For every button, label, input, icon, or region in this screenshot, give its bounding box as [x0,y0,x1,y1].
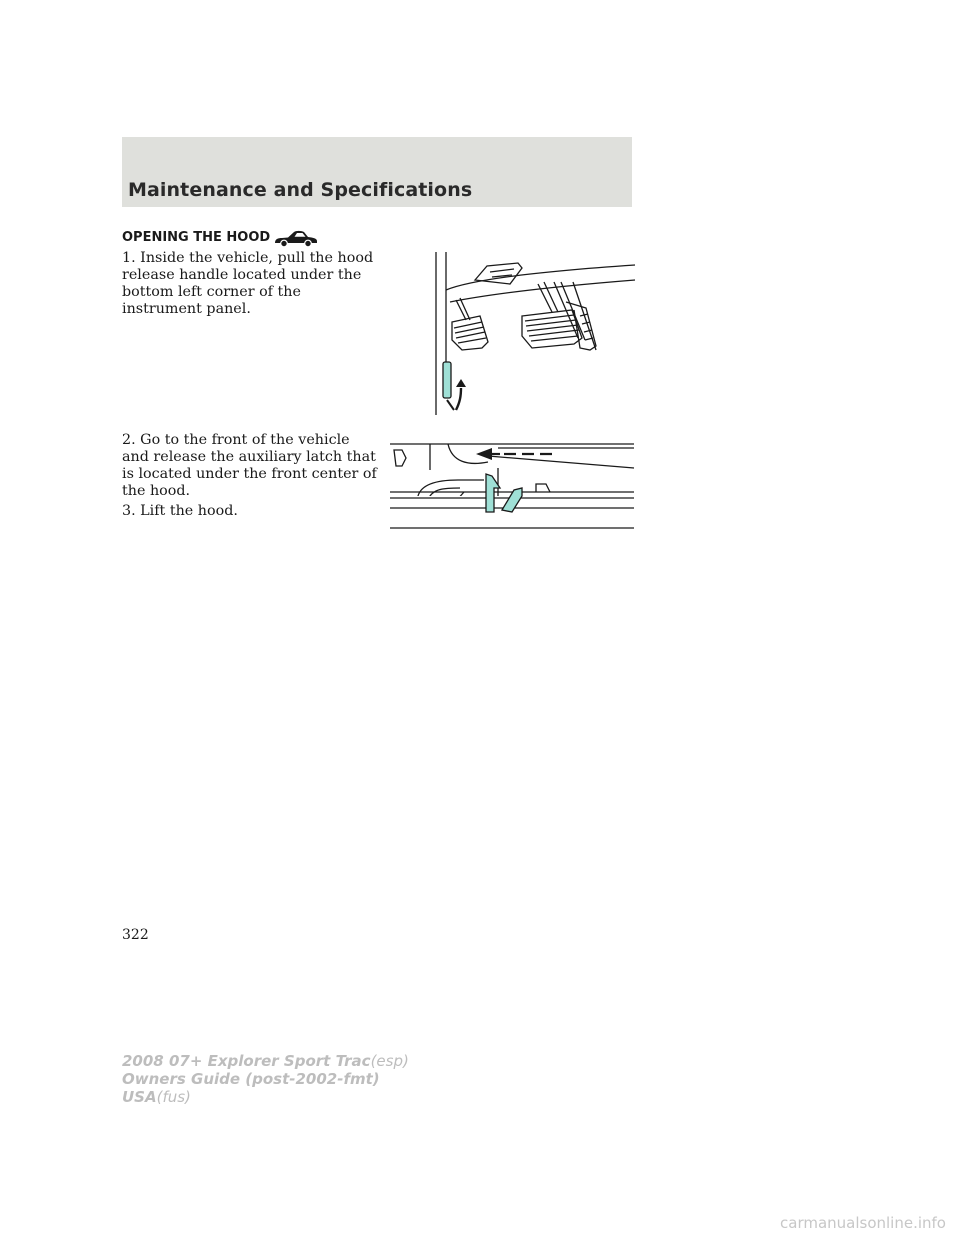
section-heading [122,225,319,245]
auxiliary-latch-figure [388,440,636,532]
section-header-band [122,137,632,207]
footer-market: USA [122,1088,157,1106]
step-3: 3. Lift the hood. [122,503,238,519]
watermark: carmanualsonline.info [780,1214,946,1232]
hood-release-handle-figure [430,250,640,420]
car-icon [273,228,319,248]
step-1: 1. Inside the vehicle, pull the hood release handle located under the bottom left corner of the instrument panel. [122,250,374,317]
footer-guide: Owners Guide (post-2002-fmt) [122,1070,380,1088]
footer-model: 2008 07+ Explorer Sport Trac [122,1052,371,1070]
step-2: 2. Go to the front of the vehicle and release the auxiliary latch that is located under the front center of the hood. [122,432,377,499]
footer-market-code: (fus) [156,1088,191,1106]
footer-model-code: (esp) [370,1052,409,1070]
document-footer [122,1052,409,1106]
page-number: 322 [122,927,149,943]
section-heading-text: OPENING THE HOOD [122,230,271,245]
page-title: Maintenance and Specifications [128,179,473,201]
